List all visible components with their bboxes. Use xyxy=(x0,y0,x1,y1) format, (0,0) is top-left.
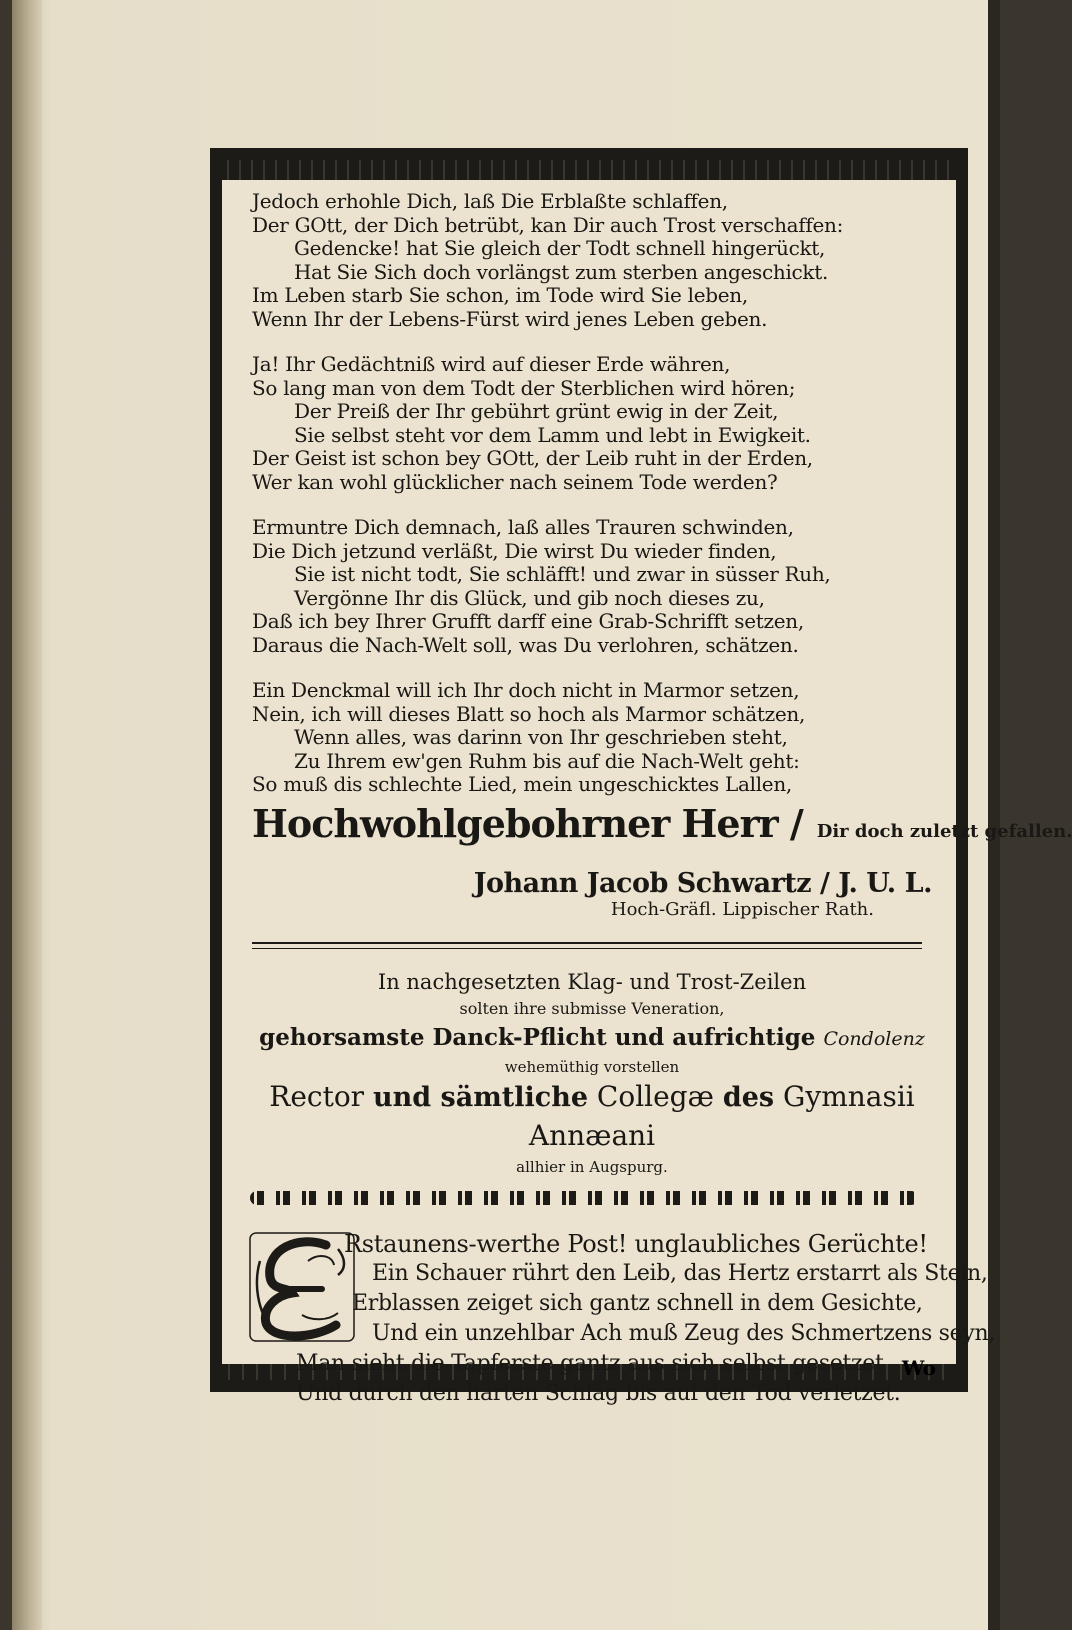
poem2-line-1: Rstaunens-werthe Post! unglaubliches Gerüchte! xyxy=(344,1229,928,1258)
poem-line: Der Geist ist schon bey GOtt, der Leib ruht in der Erden, xyxy=(252,446,813,470)
stanza xyxy=(252,516,932,657)
poem2-line-4: Und ein unzehlbar Ach muß Zeug des Schmertzens seyn, xyxy=(372,1320,996,1346)
poem-line: Daraus die Nach-Welt soll, was Du verlohren, schätzen. xyxy=(252,632,799,657)
dedication-line-3 xyxy=(252,1021,932,1056)
poem-line: So muß dis schlechte Lied, mein ungeschicktes Lallen, xyxy=(252,772,792,796)
signature-name: Johann Jacob Schwartz / J. U. L. xyxy=(473,867,932,899)
dedication-und-saemtliche: und sämtliche xyxy=(372,1081,589,1113)
poem-line: So lang man von dem Todt der Sterblichen wird hören; xyxy=(252,375,796,400)
poem-line: Ein Denckmal will ich Ihr doch nicht in Marmor setzen, xyxy=(252,678,800,702)
dropcap-e-icon xyxy=(248,1231,356,1343)
poem-line: Hat Sie Sich doch vorlängst zum sterben angeschickt. xyxy=(294,259,829,284)
dedication-line-4: wehemüthig vorstellen xyxy=(504,1057,680,1076)
poem-line: Jedoch erhohle Dich, laß Die Erblaßte schlaffen, xyxy=(252,189,728,213)
ornamental-divider xyxy=(250,1191,918,1205)
closing-rest: Dir doch zuletzt gefallen. xyxy=(816,820,1072,842)
signature-block xyxy=(252,868,932,920)
poem-line: Die Dich jetzund verläßt, Die wirst Du wieder finden, xyxy=(252,538,777,563)
divider-rule xyxy=(252,942,922,949)
poem-stanzas xyxy=(252,190,932,797)
dedication-line-3-main: gehorsamste Danck-Pflicht und aufrichtige xyxy=(259,1023,816,1051)
poem-line: Vergönne Ihr dis Glück, und gib noch dieses zu, xyxy=(294,585,765,610)
frame-ornament-top xyxy=(222,160,956,180)
poem-line: Der Preiß der Ihr gebührt grünt ewig in der Zeit, xyxy=(294,399,779,423)
poem-line: Wer kan wohl glücklicher nach seinem Tode werden? xyxy=(252,469,778,494)
poem-line: Wenn alles, was darinn von Ihr geschrieben steht, xyxy=(294,725,788,749)
closing-address: Hochwohlgebohrner Herr / xyxy=(252,800,803,846)
dedication-line-3-latin: Condolenz xyxy=(823,1027,925,1050)
dedication-line-2: solten ihre submisse Veneration, xyxy=(459,998,725,1018)
dedication-gymnasium: Gymnasii Annæani xyxy=(528,1079,915,1152)
catchword: Wo xyxy=(901,1356,936,1380)
signature-title: Hoch-Gräfl. Lippischer Rath. xyxy=(610,898,874,920)
poem2-line-5: Man sieht die Tapferste gantz aus sich selbst gesetzet xyxy=(296,1350,884,1376)
stanza xyxy=(252,190,932,331)
page-edge xyxy=(988,0,1000,1630)
poem-line: Sie ist nicht todt, Sie schläfft! und zwar in süsser Ruh, xyxy=(294,562,831,586)
poem-line: Im Leben starb Sie schon, im Tode wird Sie leben, xyxy=(252,283,748,307)
poem-line: Zu Ihrem ew'gen Ruhm bis auf die Nach-Welt geht: xyxy=(294,748,800,773)
poem-line: Ermuntre Dich demnach, laß alles Trauren schwinden, xyxy=(252,515,794,539)
poem-line: Nein, ich will dieses Blatt so hoch als Marmor schätzen, xyxy=(252,701,806,726)
dedication-line-6: allhier in Augspurg. xyxy=(516,1157,668,1176)
dedication-collegae: Collegæ xyxy=(596,1079,714,1113)
poem2-line-2: Ein Schauer rührt den Leib, das Hertz erstarrt als Stein, xyxy=(372,1260,988,1286)
closing-line xyxy=(252,800,1072,846)
poem-line: Sie selbst steht vor dem Lamm und lebt in Ewigkeit. xyxy=(294,422,811,447)
poem-line: Daß ich bey Ihrer Grufft darff eine Grab-Schrifft setzen, xyxy=(252,609,804,633)
mourning-border-frame xyxy=(210,148,1072,1406)
poem-line: Wenn Ihr der Lebens-Fürst wird jenes Leben geben. xyxy=(252,306,768,331)
second-poem xyxy=(252,1229,996,1409)
stanza xyxy=(252,353,932,494)
book-page xyxy=(12,0,1072,1630)
page-content xyxy=(252,189,1072,1409)
dedication-rector: Rector xyxy=(269,1079,365,1113)
dedication-line-5 xyxy=(252,1078,932,1155)
poem2-line-6: Und durch den harten Schlag bis auf den Tod verletzet. xyxy=(296,1380,901,1406)
dedication-line-1: In nachgesetzten Klag- und Trost-Zeilen xyxy=(377,969,807,994)
stanza xyxy=(252,679,932,797)
page-gutter xyxy=(12,0,42,1630)
dedication-block xyxy=(252,967,932,1179)
dedication-des: des xyxy=(722,1081,775,1113)
poem-line: Ja! Ihr Gedächtniß wird auf dieser Erde währen, xyxy=(252,352,731,376)
poem2-line-3: Erblassen zeiget sich gantz schnell in dem Gesichte, xyxy=(352,1290,923,1316)
poem-line: Der GOtt, der Dich betrübt, kan Dir auch Trost verschaffen: xyxy=(252,212,844,237)
poem-line: Gedencke! hat Sie gleich der Todt schnell hingerückt, xyxy=(294,236,826,260)
